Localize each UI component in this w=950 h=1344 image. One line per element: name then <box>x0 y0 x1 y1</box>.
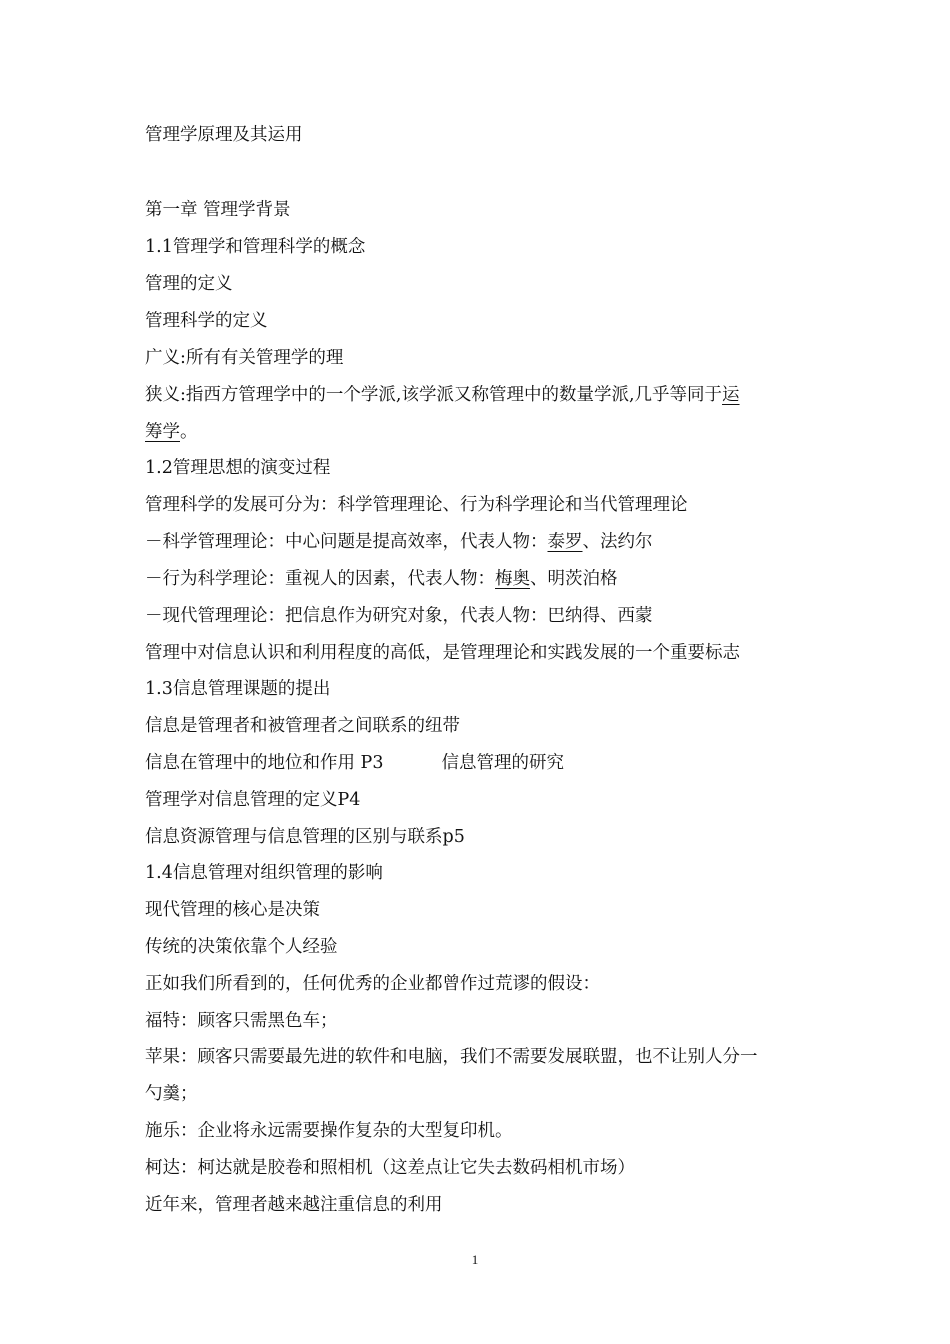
text-line: 信息是管理者和被管理者之间联系的纽带 <box>145 716 460 736</box>
document-title: 管理学原理及其运用 <box>145 125 303 145</box>
text-span: 、明茨泊格 <box>530 569 618 589</box>
list-item <box>145 567 618 591</box>
text-span: 信息管理的研究 <box>441 753 564 773</box>
text-span: 信息在管理中的地位和作用 P3 <box>145 753 384 773</box>
text-line: 传统的决策依靠个人经验 <box>145 937 338 957</box>
text-line: 施乐：企业将永远需要操作复杂的大型复印机。 <box>145 1121 513 1141</box>
text-line: 管理的定义 <box>145 274 233 294</box>
section-heading-1-4: 1.4信息管理对组织管理的影响 <box>145 863 383 883</box>
section-heading-1-2: 1.2管理思想的演变过程 <box>145 458 331 478</box>
text-line: 福特：顾客只需黑色车； <box>145 1011 338 1031</box>
text-line: 广义:所有有关管理学的理 <box>145 348 344 368</box>
text-line: 管理中对信息认识和利用程度的高低，是管理理论和实践发展的一个重要标志 <box>145 643 740 663</box>
chapter-heading: 第一章 管理学背景 <box>145 200 291 220</box>
text-line <box>145 751 564 775</box>
text-line: 管理学对信息管理的定义P4 <box>145 790 361 810</box>
operations-research-link[interactable]: 筹学 <box>145 422 180 442</box>
text-span: －科学管理理论：中心问题是提高效率，代表人物： <box>145 532 548 552</box>
list-item: －现代管理理论：把信息作为研究对象，代表人物：巴纳得、西蒙 <box>145 606 653 626</box>
section-heading-1-3: 1.3信息管理课题的提出 <box>145 679 331 699</box>
taylor-link[interactable]: 泰罗 <box>547 532 583 552</box>
text-line: 正如我们所看到的，任何优秀的企业都曾作过荒谬的假设： <box>145 974 600 994</box>
paragraph-narrow-definition <box>145 383 740 407</box>
text-line: 近年来，管理者越来越注重信息的利用 <box>145 1195 443 1215</box>
text-line: 管理科学的定义 <box>145 311 268 331</box>
text-line: 柯达：柯达就是胶卷和照相机（这差点让它失去数码相机市场） <box>145 1158 635 1178</box>
mayo-link[interactable]: 梅奥 <box>495 569 530 589</box>
section-heading-1-1: 1.1管理学和管理科学的概念 <box>145 237 366 257</box>
text-span: 狭义:指西方管理学中的一个学派,该学派又称管理中的数量学派,几乎等同于 <box>145 385 723 405</box>
list-item <box>145 530 653 554</box>
text-line: 苹果：顾客只需要最先进的软件和电脑，我们不需要发展联盟，也不让别人分一 <box>145 1047 758 1067</box>
text-line: 管理科学的发展可分为：科学管理理论、行为科学理论和当代管理理论 <box>145 495 688 515</box>
text-span: 。 <box>180 422 198 442</box>
paragraph-narrow-definition-cont <box>145 420 198 444</box>
operations-research-link[interactable]: 运 <box>722 385 740 405</box>
text-line: 信息资源管理与信息管理的区别与联系p5 <box>145 827 465 847</box>
text-line: 现代管理的核心是决策 <box>145 900 320 920</box>
text-span: －行为科学理论：重视人的因素，代表人物： <box>145 569 495 589</box>
page-number: 1 <box>471 1252 479 1267</box>
text-span: 、法约尔 <box>582 532 653 552</box>
text-line: 勺羹； <box>145 1084 198 1104</box>
